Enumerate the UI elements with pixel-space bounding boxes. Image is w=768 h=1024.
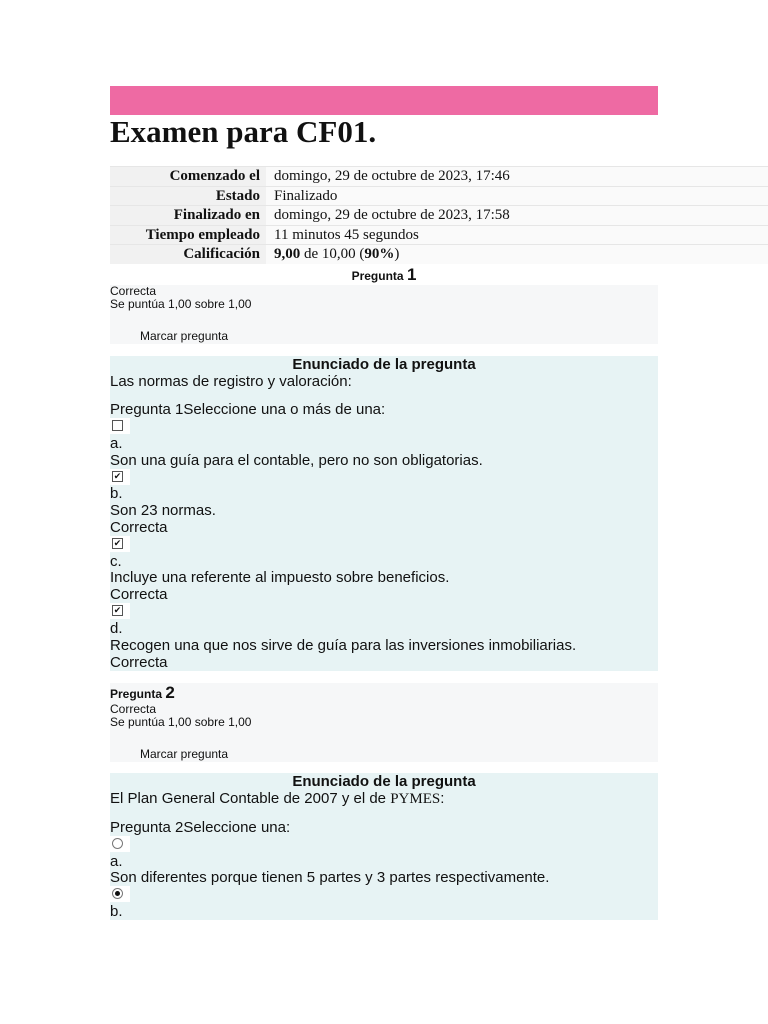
- question-text: Las normas de registro y valoración:: [110, 373, 352, 390]
- summary-label: Finalizado en: [110, 206, 266, 226]
- summary-label: Estado: [110, 186, 266, 206]
- option-letter: b.: [110, 903, 123, 920]
- grade-end: ): [394, 246, 400, 263]
- option-d-checkbox[interactable]: [110, 603, 130, 619]
- question-prompt: Pregunta 2Seleccione una:: [110, 819, 291, 836]
- question-text: [110, 790, 444, 808]
- question-text-acronym: PYMES: [390, 791, 441, 807]
- option-b-radio[interactable]: [110, 886, 130, 902]
- summary-label: Calificación: [110, 245, 266, 264]
- check-icon: ✔: [113, 471, 122, 481]
- option-letter: c.: [110, 553, 122, 570]
- summary-row-time: [110, 225, 768, 245]
- option-feedback: Correcta: [110, 654, 168, 671]
- question-number: 2: [165, 683, 175, 702]
- statement-header: Enunciado de la pregunta: [292, 773, 476, 790]
- check-icon: ✔: [113, 605, 122, 615]
- question-1-content: [110, 356, 658, 671]
- summary-value: domingo, 29 de octubre de 2023, 17:58: [266, 206, 768, 226]
- grade-middle: de 10,00 (: [300, 246, 365, 263]
- flag-question-link[interactable]: Marcar pregunta: [140, 329, 229, 343]
- question-label: Pregunta: [110, 687, 163, 701]
- question-1-header: [110, 265, 658, 286]
- option-a-radio[interactable]: [110, 836, 130, 852]
- header-color-bar: [110, 86, 658, 115]
- option-feedback: Correcta: [110, 586, 168, 603]
- option-b-checkbox[interactable]: [110, 469, 130, 485]
- summary-row-state: [110, 186, 768, 206]
- check-icon: ✔: [113, 538, 122, 548]
- summary-row-finished: [110, 206, 768, 226]
- question-label: Pregunta: [351, 269, 404, 283]
- option-text: Son una guía para el contable, pero no son obligatorias.: [110, 452, 483, 469]
- grade-score: 9,00: [274, 246, 301, 263]
- option-text: Recogen una que nos sirve de guía para las inversiones inmobiliarias.: [110, 637, 577, 654]
- summary-label: Comenzado el: [110, 167, 266, 187]
- question-text-part: El Plan General Contable de 2007 y el de: [110, 790, 391, 807]
- summary-value: domingo, 29 de octubre de 2023, 17:46: [266, 167, 768, 187]
- option-letter: a.: [110, 853, 123, 870]
- question-points: Se puntúa 1,00 sobre 1,00: [110, 715, 252, 729]
- option-text: Incluye una referente al impuesto sobre beneficios.: [110, 569, 450, 586]
- question-status: Correcta: [110, 702, 157, 716]
- option-letter: b.: [110, 485, 123, 502]
- summary-row-grade: [110, 245, 768, 264]
- question-prompt: Pregunta 1Seleccione una o más de una:: [110, 401, 386, 418]
- question-text-end: :: [440, 790, 445, 807]
- option-a-checkbox[interactable]: [110, 418, 130, 434]
- question-2-header: [110, 683, 658, 703]
- radio-selected-icon: [112, 888, 123, 899]
- grade-value: [266, 245, 768, 264]
- flag-question-link[interactable]: Marcar pregunta: [140, 747, 229, 761]
- question-status: Correcta: [110, 284, 157, 298]
- question-points: Se puntúa 1,00 sobre 1,00: [110, 297, 252, 311]
- option-feedback: Correcta: [110, 519, 168, 536]
- option-letter: d.: [110, 620, 123, 637]
- summary-label: Tiempo empleado: [110, 225, 266, 245]
- statement-header: Enunciado de la pregunta: [292, 356, 476, 373]
- option-text: Son diferentes porque tienen 5 partes y 3 partes respectivamente.: [110, 869, 550, 886]
- summary-row-started: [110, 167, 768, 187]
- option-letter: a.: [110, 435, 123, 452]
- option-c-checkbox[interactable]: [110, 536, 130, 552]
- question-2-info: [110, 683, 658, 762]
- summary-value: Finalizado: [266, 186, 768, 206]
- grade-percent: 90%: [364, 246, 395, 263]
- attempt-summary-table: [110, 166, 768, 264]
- question-2-content: [110, 773, 658, 920]
- page-title: Examen para CF01.: [110, 114, 377, 149]
- option-text: Son 23 normas.: [110, 502, 216, 519]
- question-1-info: [110, 285, 658, 344]
- summary-value: 11 minutos 45 segundos: [266, 225, 768, 245]
- question-number: 1: [406, 265, 417, 284]
